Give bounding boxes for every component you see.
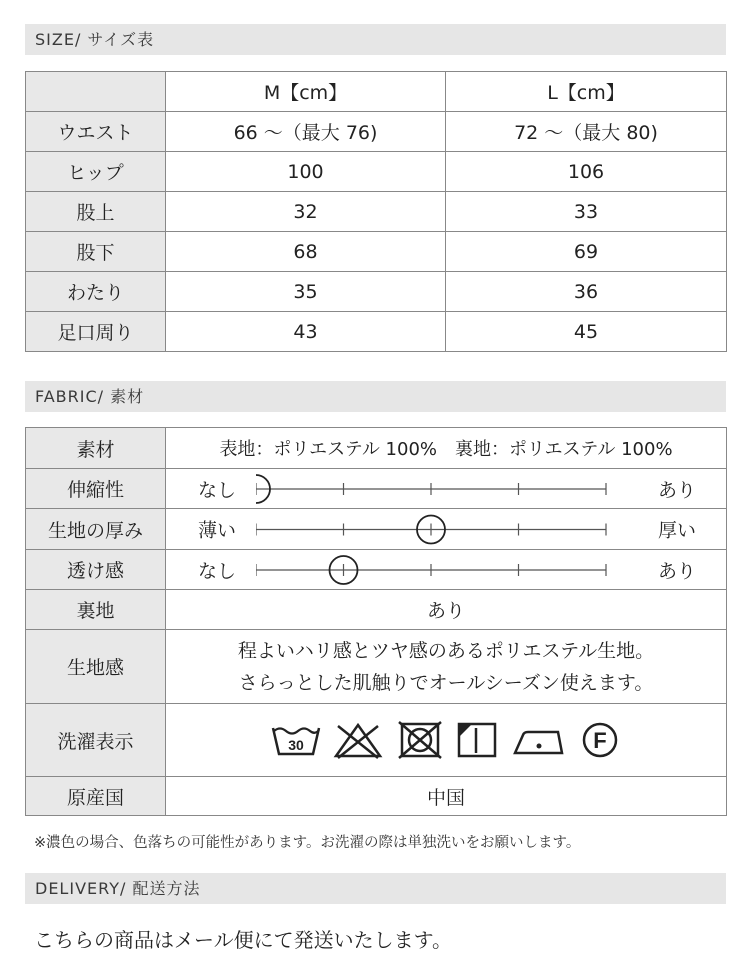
sheerness-label: 透け感 [26, 550, 166, 590]
delivery-section-header: DELIVERY/ 配送方法 [25, 873, 726, 904]
table-row [26, 550, 727, 590]
table-row [26, 192, 727, 232]
dry-clean-f-icon [578, 720, 622, 760]
delivery-text: こちらの商品はメール便にて発送いたします。 [34, 928, 452, 952]
size-row-label: ヒップ [26, 152, 166, 192]
size-value-l: 33 [446, 192, 727, 232]
sheerness-scale [166, 550, 727, 590]
table-row [26, 428, 727, 469]
table-row [26, 704, 727, 777]
material-value: 表地：ポリエステル 100% 裏地：ポリエステル 100% [166, 428, 727, 469]
texture-line-2: さらっとした肌触りでオールシーズン使えます。 [238, 671, 654, 694]
stretch-scale-track [256, 469, 636, 509]
care-note: ※濃色の場合、色落ちの可能性があります。お洗濯の際は単独洗いをお願いします。 [34, 835, 581, 851]
stretch-scale [166, 469, 727, 509]
scale-low-label: なし [198, 479, 237, 501]
stretch-label: 伸縮性 [26, 469, 166, 509]
table-row [26, 152, 727, 192]
table-row [26, 312, 727, 352]
size-value-m: 32 [166, 192, 446, 232]
fabric-section-header: FABRIC/ 素材 [25, 381, 726, 412]
size-value-l: 106 [446, 152, 727, 192]
table-row [26, 630, 727, 704]
size-row-label: 股下 [26, 232, 166, 272]
table-row [26, 509, 727, 550]
thickness-label: 生地の厚み [26, 509, 166, 550]
fabric-table [25, 427, 727, 816]
size-header-m: M【cm】 [166, 72, 446, 112]
thickness-scale-track [256, 509, 636, 550]
table-row [26, 112, 727, 152]
origin-label: 原産国 [26, 777, 166, 816]
wash-temp-text: 30 [288, 737, 304, 753]
care-icons [166, 704, 727, 777]
scale-high-label: あり [657, 479, 696, 501]
dry-clean-letter: F [593, 728, 607, 753]
table-row [26, 590, 727, 630]
sheerness-scale-track [256, 550, 636, 590]
texture-label: 生地感 [26, 630, 166, 704]
no-bleach-icon [330, 720, 386, 760]
lining-label: 裏地 [26, 590, 166, 630]
table-row [26, 272, 727, 312]
iron-low-icon [510, 720, 568, 760]
size-header-blank [26, 72, 166, 112]
size-value-l: 36 [446, 272, 727, 312]
scale-low-label: なし [198, 560, 237, 582]
size-section-header: SIZE/ サイズ表 [25, 24, 726, 55]
scale-high-label: 厚い [657, 519, 696, 542]
material-label: 素材 [26, 428, 166, 469]
size-value-m: 43 [166, 312, 446, 352]
size-value-m: 35 [166, 272, 446, 312]
size-value-l: 69 [446, 232, 727, 272]
size-header-l: L【cm】 [446, 72, 727, 112]
texture-line-1: 程よいハリ感とツヤ感のあるポリエステル生地。 [237, 639, 655, 662]
size-value-l: 72 ～（最大 80) [446, 112, 727, 152]
care-label: 洗濯表示 [26, 704, 166, 777]
no-tumble-dry-icon [396, 720, 444, 760]
size-row-label: 股上 [26, 192, 166, 232]
table-row [26, 232, 727, 272]
scale-low-label: 薄い [198, 519, 237, 542]
size-value-m: 100 [166, 152, 446, 192]
size-row-label: ウエスト [26, 112, 166, 152]
origin-value: 中国 [166, 777, 727, 816]
size-row-label: わたり [26, 272, 166, 312]
table-row [26, 777, 727, 816]
wash-30-icon [270, 720, 322, 760]
texture-value [166, 630, 727, 704]
line-dry-shade-icon [454, 720, 500, 760]
table-row [26, 469, 727, 509]
size-table-header-row [26, 72, 727, 112]
size-table [25, 71, 727, 352]
scale-high-label: あり [657, 560, 696, 582]
thickness-scale [166, 509, 727, 550]
size-row-label: 足口周り [26, 312, 166, 352]
lining-value: あり [166, 590, 727, 630]
size-value-m: 68 [166, 232, 446, 272]
size-value-l: 45 [446, 312, 727, 352]
size-value-m: 66 ～（最大 76) [166, 112, 446, 152]
